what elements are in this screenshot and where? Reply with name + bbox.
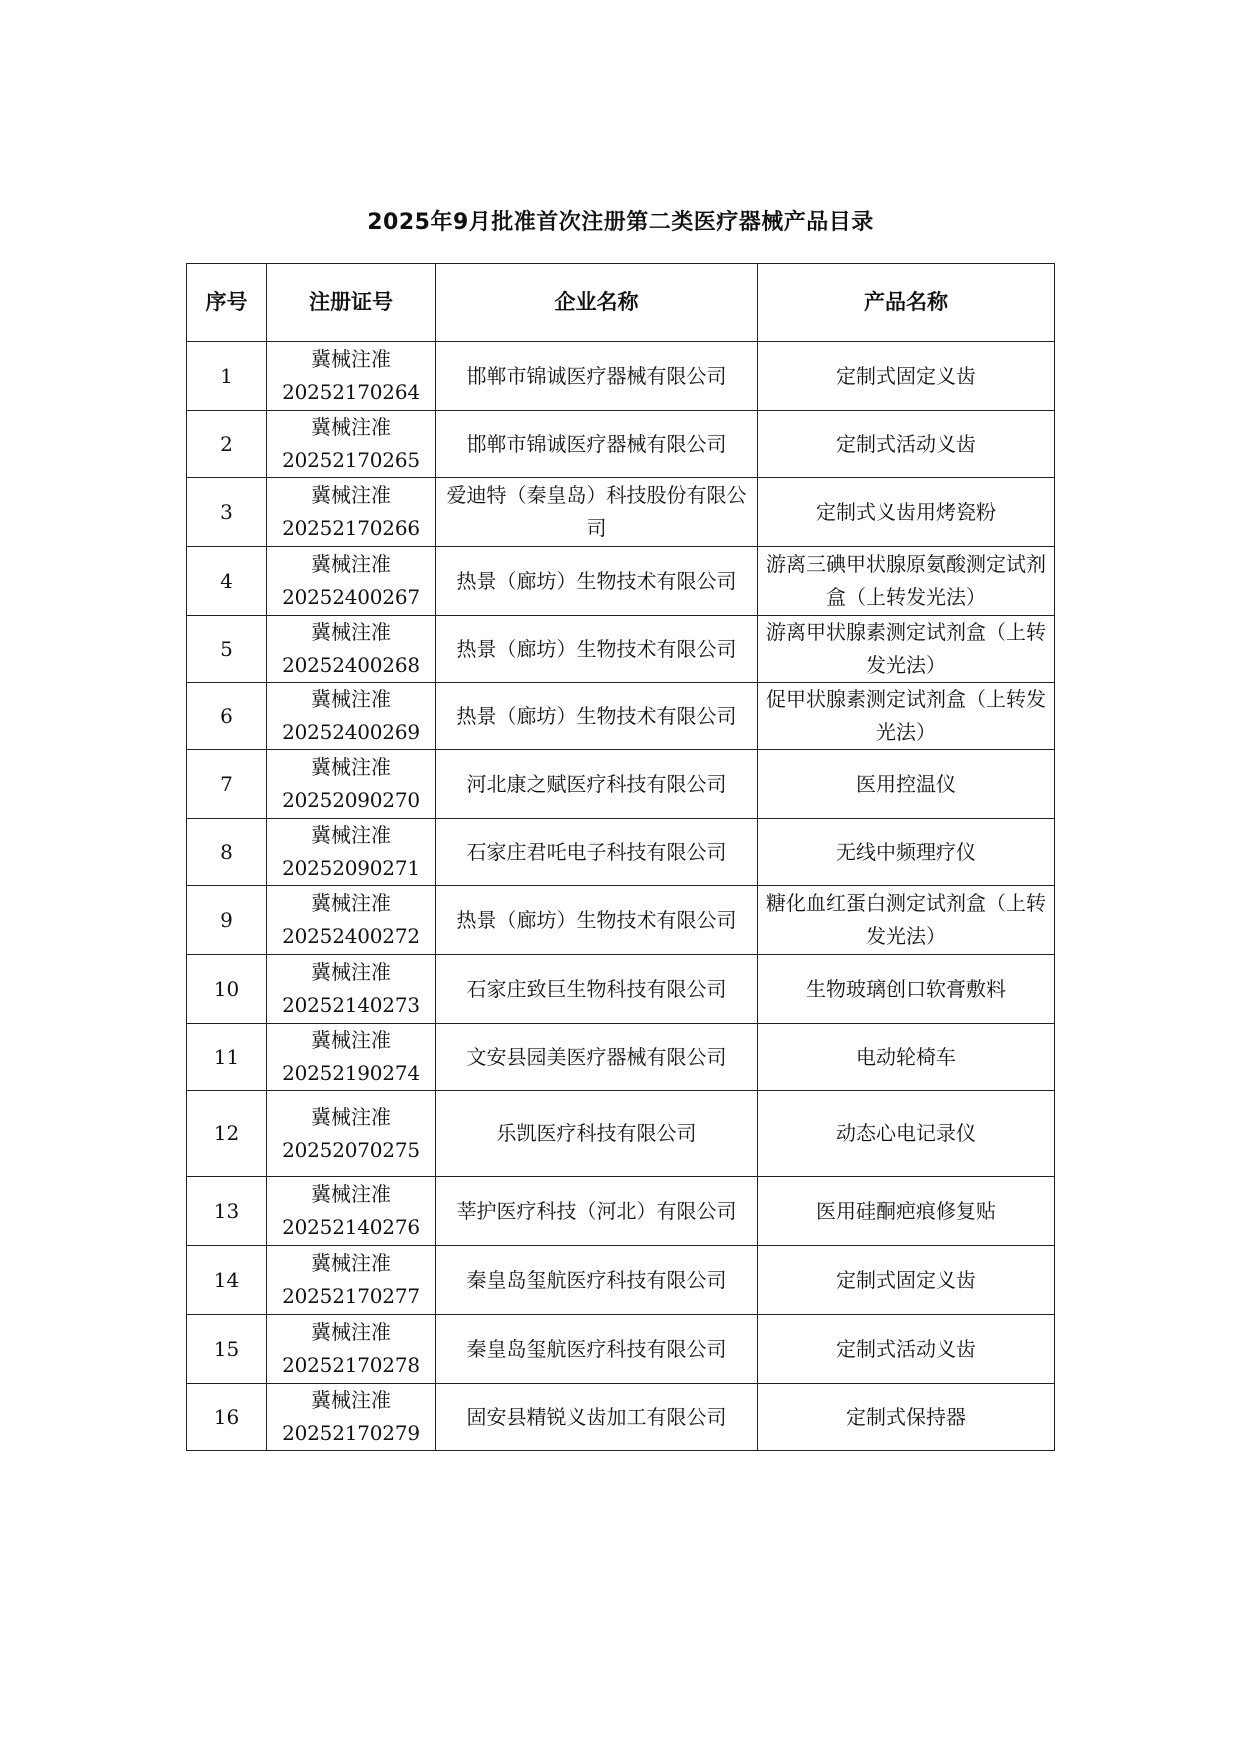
cell-seq: 14: [187, 1246, 267, 1315]
registration-number: 20252400267: [282, 585, 420, 609]
table-row: [187, 342, 1055, 411]
table-row: [187, 547, 1055, 616]
registration-number: 20252170279: [282, 1421, 420, 1445]
cell-company-name: 热景（廊坊）生物技术有限公司: [436, 547, 758, 616]
cell-registration-no: [267, 683, 436, 750]
registration-label: 冀械注准: [311, 755, 391, 779]
cell-seq: 2: [187, 411, 267, 478]
cell-product-name: 定制式保持器: [758, 1384, 1055, 1451]
cell-registration-no: [267, 1315, 436, 1384]
cell-product-name: 医用控温仪: [758, 750, 1055, 819]
cell-company-name: 乐凯医疗科技有限公司: [436, 1091, 758, 1177]
cell-registration-no: [267, 955, 436, 1024]
cell-seq: 5: [187, 616, 267, 683]
registration-number: 20252170266: [282, 516, 420, 540]
registration-label: 冀械注准: [311, 552, 391, 576]
registration-label: 冀械注准: [311, 1388, 391, 1412]
registration-label: 冀械注准: [311, 823, 391, 847]
cell-company-name: 石家庄君吒电子科技有限公司: [436, 819, 758, 886]
cell-product-name: 促甲状腺素测定试剂盒（上转发光法）: [758, 683, 1055, 750]
cell-registration-no: [267, 1091, 436, 1177]
registration-number: 20252400268: [282, 653, 420, 677]
cell-registration-no: [267, 886, 436, 955]
cell-company-name: 爱迪特（秦皇岛）科技股份有限公司: [436, 478, 758, 547]
cell-product-name: 游离甲状腺素测定试剂盒（上转发光法）: [758, 616, 1055, 683]
cell-registration-no: [267, 616, 436, 683]
cell-registration-no: [267, 478, 436, 547]
table-row: [187, 1315, 1055, 1384]
registration-number: 20252170277: [282, 1284, 420, 1308]
cell-seq: 7: [187, 750, 267, 819]
registration-number: 20252190274: [282, 1061, 420, 1085]
cell-seq: 1: [187, 342, 267, 411]
cell-product-name: 定制式固定义齿: [758, 342, 1055, 411]
cell-product-name: 糖化血红蛋白测定试剂盒（上转发光法）: [758, 886, 1055, 955]
registration-label: 冀械注准: [311, 1182, 391, 1206]
registration-number: 20252090271: [282, 856, 420, 880]
table-row: [187, 750, 1055, 819]
cell-company-name: 秦皇岛玺航医疗科技有限公司: [436, 1315, 758, 1384]
table-row: [187, 478, 1055, 547]
table-row: [187, 955, 1055, 1024]
table-row: [187, 819, 1055, 886]
table-row: [187, 1384, 1055, 1451]
registration-number: 20252400272: [282, 924, 420, 948]
cell-product-name: 定制式固定义齿: [758, 1246, 1055, 1315]
table-row: [187, 1177, 1055, 1246]
table-row: [187, 886, 1055, 955]
registration-number: 20252170264: [282, 380, 420, 404]
registration-label: 冀械注准: [311, 415, 391, 439]
cell-registration-no: [267, 819, 436, 886]
cell-product-name: 医用硅酮疤痕修复贴: [758, 1177, 1055, 1246]
cell-registration-no: [267, 1384, 436, 1451]
cell-company-name: 热景（廊坊）生物技术有限公司: [436, 683, 758, 750]
registration-label: 冀械注准: [311, 1028, 391, 1052]
cell-product-name: 游离三碘甲状腺原氨酸测定试剂盒（上转发光法）: [758, 547, 1055, 616]
cell-seq: 13: [187, 1177, 267, 1246]
cell-company-name: 热景（廊坊）生物技术有限公司: [436, 886, 758, 955]
cell-company-name: 秦皇岛玺航医疗科技有限公司: [436, 1246, 758, 1315]
cell-product-name: 生物玻璃创口软膏敷料: [758, 955, 1055, 1024]
header-registration-no: 注册证号: [267, 264, 436, 342]
cell-product-name: 定制式活动义齿: [758, 411, 1055, 478]
cell-seq: 15: [187, 1315, 267, 1384]
cell-company-name: 热景（廊坊）生物技术有限公司: [436, 616, 758, 683]
cell-seq: 3: [187, 478, 267, 547]
cell-company-name: 邯郸市锦诚医疗器械有限公司: [436, 411, 758, 478]
registration-number: 20252090270: [282, 788, 420, 812]
registration-number: 20252170278: [282, 1353, 420, 1377]
cell-registration-no: [267, 342, 436, 411]
cell-registration-no: [267, 750, 436, 819]
cell-seq: 8: [187, 819, 267, 886]
table-row: [187, 616, 1055, 683]
cell-seq: 9: [187, 886, 267, 955]
registration-label: 冀械注准: [311, 347, 391, 371]
product-catalog-table: [186, 263, 1055, 1451]
header-company-name: 企业名称: [436, 264, 758, 342]
registration-number: 20252070275: [282, 1137, 420, 1162]
cell-company-name: 石家庄致巨生物科技有限公司: [436, 955, 758, 1024]
cell-seq: 4: [187, 547, 267, 616]
header-seq: 序号: [187, 264, 267, 342]
cell-registration-no: [267, 1024, 436, 1091]
registration-number: 20252140273: [282, 993, 420, 1017]
table-header-row: [187, 264, 1055, 342]
registration-label: 冀械注准: [311, 1251, 391, 1275]
cell-registration-no: [267, 1177, 436, 1246]
cell-company-name: 固安县精锐义齿加工有限公司: [436, 1384, 758, 1451]
cell-product-name: 动态心电记录仪: [758, 1091, 1055, 1177]
registration-label: 冀械注准: [311, 891, 391, 915]
cell-company-name: 莘护医疗科技（河北）有限公司: [436, 1177, 758, 1246]
cell-registration-no: [267, 411, 436, 478]
table-row: [187, 1091, 1055, 1177]
cell-company-name: 邯郸市锦诚医疗器械有限公司: [436, 342, 758, 411]
document-title: 2025年9月批准首次注册第二类医疗器械产品目录: [367, 210, 874, 235]
header-product-name: 产品名称: [758, 264, 1055, 342]
registration-label: 冀械注准: [311, 1104, 391, 1129]
table-body: [187, 342, 1055, 1451]
cell-product-name: 定制式义齿用烤瓷粉: [758, 478, 1055, 547]
cell-company-name: 河北康之赋医疗科技有限公司: [436, 750, 758, 819]
registration-label: 冀械注准: [311, 960, 391, 984]
cell-registration-no: [267, 547, 436, 616]
registration-label: 冀械注准: [311, 687, 391, 711]
registration-label: 冀械注准: [311, 1320, 391, 1344]
table-row: [187, 683, 1055, 750]
registration-label: 冀械注准: [311, 483, 391, 507]
cell-seq: 6: [187, 683, 267, 750]
registration-label: 冀械注准: [311, 620, 391, 644]
cell-registration-no: [267, 1246, 436, 1315]
cell-product-name: 电动轮椅车: [758, 1024, 1055, 1091]
table-row: [187, 1024, 1055, 1091]
cell-seq: 12: [187, 1091, 267, 1177]
cell-product-name: 无线中频理疗仪: [758, 819, 1055, 886]
cell-company-name: 文安县园美医疗器械有限公司: [436, 1024, 758, 1091]
registration-number: 20252400269: [282, 720, 420, 744]
table-row: [187, 1246, 1055, 1315]
registration-number: 20252140276: [282, 1215, 420, 1239]
cell-seq: 11: [187, 1024, 267, 1091]
registration-number: 20252170265: [282, 448, 420, 472]
cell-seq: 16: [187, 1384, 267, 1451]
cell-product-name: 定制式活动义齿: [758, 1315, 1055, 1384]
table-row: [187, 411, 1055, 478]
cell-seq: 10: [187, 955, 267, 1024]
